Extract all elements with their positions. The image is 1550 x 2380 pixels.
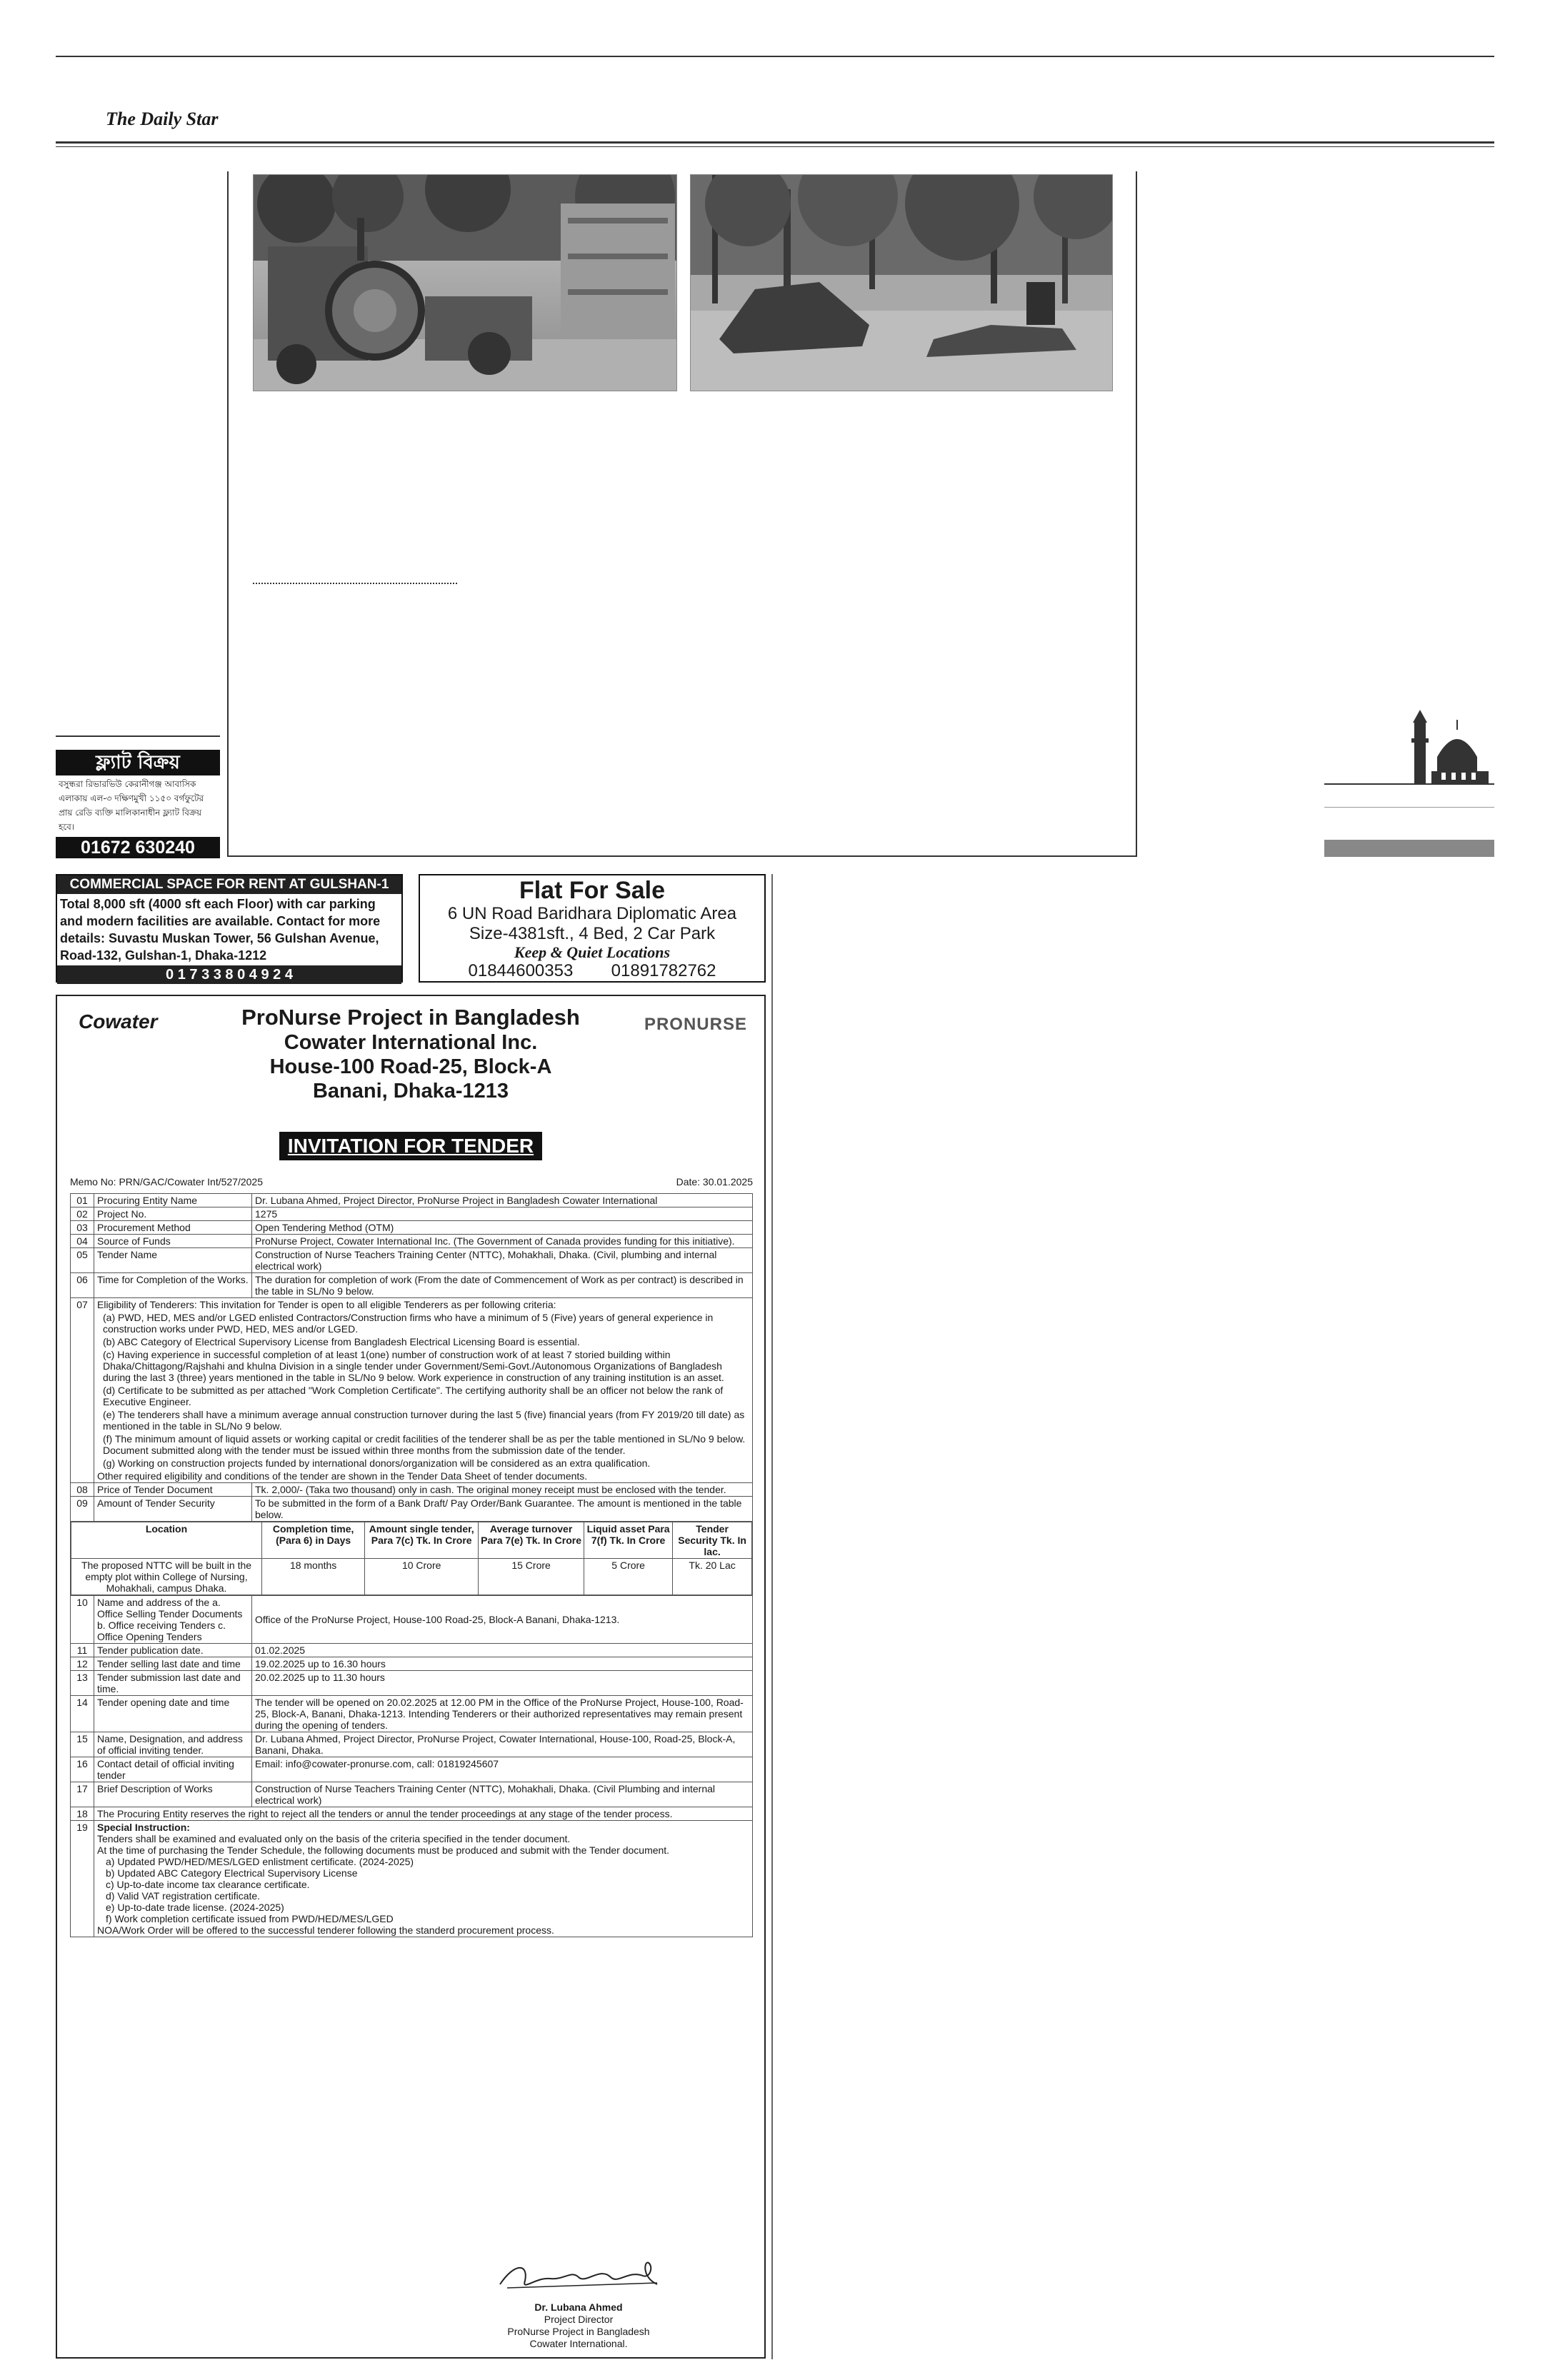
ad-commercial-space: [56, 874, 403, 983]
table-row-special-instruction: 19 Special Instruction: Tenders shall be examined and evaluated only on the basis of the criteria specified in the tender document. At the time of purchasing the Tender Schedule, the following documents must be produced and submit with the Tender document. a) Updated PWD/HED/MES/LGED enlistment certificate. (2024-2025) b) Updated ABC Category Electrical Supervisory License c) Up-to-date income tax clearance certificate. d) Valid VAT registration certificate. e) Up-to-date trade license. (2024-2025) f) Work completion certificate issued from PWD/HED/MES/LGED NOA/Work Order will be offered to the successful tenderer following the standerd procurement process.: [71, 1821, 753, 1937]
ad-flat-sale-title: Flat For Sale: [519, 877, 666, 904]
ad-flat-sale-tagline: Keep & Quiet Locations: [514, 943, 671, 961]
left-column-rule: [56, 735, 220, 737]
list-item: d) Valid VAT registration certificate.: [106, 1890, 261, 1902]
tender-notice: [56, 995, 766, 2359]
table-row: 15 Name, Designation, and address of official inviting tender. Dr. Lubana Ahmed, Project Director, ProNurse Project, Cowater International, House-100, Road-25, Block-A, Banani, Dhaka.: [71, 1732, 753, 1757]
table-row: 04 Source of Funds ProNurse Project, Cowater International Inc. (The Government of Canada provides funding for this initiative).: [71, 1235, 753, 1248]
special-instruction-p2: At the time of purchasing the Tender Schedule, the following documents must be produced and submit with the Tender document.: [97, 1844, 670, 1856]
criteria-item: (g) Working on construction projects funded by international donors/organization will be considered as an extra qualification.: [103, 1457, 651, 1469]
masthead-rule-thin: [56, 146, 1494, 147]
criteria-item: (c) Having experience in successful completion of at least 1(one) number of construction work of at least 7 storied building within Dhaka/Chittagong/Rajshahi and khulna Division in a single tender under Government/Semi-Govt./Autonomous Organizations of Bangladesh during the last 3 (three) years mentioned in the table in SL/No 9 below. Work experience in construction of any training institution is an asset.: [103, 1349, 724, 1383]
ad-flat-bangla: [56, 750, 220, 858]
ad-flat-sale-phones: [420, 961, 764, 981]
list-item: b) Updated ABC Category Electrical Supervisory License: [106, 1867, 358, 1879]
ad-flat-sale-line2: Size-4381sft., 4 Bed, 2 Car Park: [469, 924, 716, 943]
special-instruction-title: Special Instruction:: [97, 1822, 190, 1833]
criteria-item: (e) The tenderers shall have a minimum average annual construction turnover during the last 5 (five) financial years (from FY 2019/20 till date) as mentioned in the table in SL/No 9 below.: [103, 1409, 745, 1432]
tender-heading4: Banani, Dhaka-1213: [312, 1080, 509, 1103]
security-sub-table: Location Completion time, (Para 6) in Days Amount single tender, Para 7(c) Tk. In Crore Average turnover Para 7(e) Tk. In Crore Liquid asset Para 7(f) Tk. In Crore Tender Security Tk. In lac. The proposed NTTC will be built in the empty plot within College of Nursing, Mohakhali, campus Dhaka. 18 months 10 Crore 15 Crore 5 Crore Tk. 20 Lac: [71, 1522, 752, 1595]
eligibility-intro: Eligibility of Tenderers: This invitation for Tender is open to all eligible Tenderers as per following criteria:: [97, 1299, 556, 1310]
special-instruction-p1: Tenders shall be examined and evaluated only on the basis of the criteria specified in the tender document.: [97, 1833, 571, 1844]
ad-commercial-body: Total 8,000 sft (4000 sft each Floor) with car parking and modern facilities are available. Contact for more details: Suvastu Muskan Tower, 56 Gulshan Avenue, Road-132, Gulshan-1, Dhaka-1212: [60, 897, 381, 963]
tender-heading1: ProNurse Project in Bangladesh: [241, 1005, 580, 1030]
tender-heading2: Cowater International Inc.: [284, 1031, 538, 1054]
table-row: 09 Amount of Tender Security To be submitted in the form of a Bank Draft/ Pay Order/Bank Guarantee. The amount is mentioned in the table below.: [71, 1497, 753, 1522]
table-row: 08 Price of Tender Document Tk. 2,000/- (Taka two thousand) only in cash. The original money receipt must be enclosed with the tender.: [71, 1483, 753, 1497]
signature-block: [486, 2256, 671, 2350]
right-grey-bar: [1324, 840, 1494, 857]
ad-flat-for-sale: [419, 874, 766, 983]
tender-table: [70, 1193, 753, 1937]
ad-flat-sale-phone2: 01891782762: [611, 961, 716, 980]
table-row: 10 Name and address of the a. Office Selling Tender Documents b. Office receiving Tenders c. Office Opening Tenders Office of the ProNurse Project, House-100 Road-25, Block-A Banani, Dhaka-1213.: [71, 1596, 753, 1644]
table-row-security-table: [71, 1522, 753, 1596]
tender-memo: Memo No: PRN/GAC/Cowater Int/527/2025: [70, 1176, 264, 1188]
signatory-project: ProNurse Project in Bangladesh: [507, 2326, 650, 2337]
special-instruction-p3: NOA/Work Order will be offered to the successful tenderer following the standerd procurement process.: [97, 1924, 554, 1936]
table-row: 12 Tender selling last date and time 19.02.2025 up to 16.30 hours: [71, 1657, 753, 1671]
list-item: e) Up-to-date trade license. (2024-2025): [106, 1902, 284, 1913]
top-rule: [56, 56, 1494, 57]
ad-flat-bangla-title: ফ্ল্যাট বিক্রয়: [56, 750, 220, 775]
criteria-item: (f) The minimum amount of liquid assets or working capital or credit facilities of the tenderer shall be as per the table mentioned in SL/No 9 below. Document submitted along with the tender must be issued within three months from the submission date of the tender.: [103, 1433, 746, 1456]
table-row: 11 Tender publication date. 01.02.2025: [71, 1644, 753, 1657]
ad-flat-sale-line1: 6 UN Road Baridhara Diplomatic Area: [447, 904, 737, 923]
tender-heading3: House-100 Road-25, Block-A: [269, 1055, 552, 1078]
dotted-separator: [253, 583, 457, 584]
signature-scribble: [486, 2256, 671, 2299]
table-row-eligibility: 07 Eligibility of Tenderers: This invitation for Tender is open to all eligible Tenderers as per following criteria: (a) PWD, HED, MES and/or LGED enlisted Contractors/Construction firms who have a minimum of 5 (Five) years of general experience in construction works under PWD, HED, MES and/or LGED. (b) ABC Category of Electrical Supervisory License from Bangladesh Electrical Licensing Board is essential. (c) Having experience in successful completion of at least 1(one) number of construction work of at least 7 storied building within Dhaka/Chittagong/Rajshahi and khulna Division in a single tender under Government/Semi-Govt./Autonomous Organizations of Bangladesh during the last 3 (three) years mentioned in the table in SL/No 9 below. Work experience in construction of any training institution is an asset. (d) Certificate to be submitted as per attached "Work Completion Certificate". The certifying authority shall be an officer not below the rank of Executive Engineer. (e) The tenderers shall have a minimum average annual construction turnover during the last 5 (five) financial years (from FY 2019/20 till date) as mentioned in the table in SL/No 9 below. (f) The minimum amount of liquid assets or working capital or credit facilities of the tenderer shall be as per the table mentioned in SL/No 9 below. Document submitted along with the tender must be issued within three months from the submission date of the tender. (g) Working on construction projects funded by international donors/organization will be considered as an extra qualification. Other required eligibility and conditions of the tender are shown in the Tender Data Sheet of tender documents.: [71, 1298, 753, 1483]
eligibility-criteria: [97, 1312, 749, 1469]
criteria-item: (b) ABC Category of Electrical Supervisory License from Bangladesh Electrical Licensing Board is essential.: [103, 1336, 580, 1347]
table-row: 13 Tender submission last date and time. 20.02.2025 up to 11.30 hours: [71, 1671, 753, 1696]
signatory-designation: Project Director: [544, 2314, 614, 2325]
criteria-item: (a) PWD, HED, MES and/or LGED enlisted Contractors/Construction firms who have a minimum of 5 (Five) years of general experience in construction works under PWD, HED, MES and/or LGED.: [103, 1312, 714, 1335]
table-row: 01 Procuring Entity Name Dr. Lubana Ahmed, Project Director, ProNurse Project in Bangladesh Cowater International: [71, 1194, 753, 1207]
mosque-icon: [1400, 707, 1493, 787]
table-row: 02 Project No. 1275: [71, 1207, 753, 1221]
right-rule-thin: [1324, 807, 1494, 808]
ad-commercial-title: COMMERCIAL SPACE FOR RENT AT GULSHAN-1: [57, 875, 401, 894]
tender-column-rule: [771, 874, 773, 2359]
table-row: 05 Tender Name Construction of Nurse Teachers Training Center (NTTC), Mohakhali, Dhaka. (Civil, plumbing and internal electrical work): [71, 1248, 753, 1273]
table-row: 17 Brief Description of Works Construction of Nurse Teachers Training Center (NTTC), Mohakhali, Dhaka. (Civil Plumbing and internal electrical work): [71, 1782, 753, 1807]
article-photo-machinery: [253, 174, 677, 391]
right-rule: [1324, 783, 1494, 785]
masthead-logo: The Daily Star: [106, 109, 219, 129]
table-row: 18 The Procuring Entity reserves the right to reject all the tenders or annul the tender proceedings at any stage of the tender process.: [71, 1807, 753, 1821]
article-photo-plot: [690, 174, 1113, 391]
ad-commercial-phone: 0 1 7 3 3 8 0 4 9 2 4: [57, 965, 401, 984]
table-row: 03 Procurement Method Open Tendering Method (OTM): [71, 1221, 753, 1235]
eligibility-other: Other required eligibility and conditions of the tender are shown in the Tender Data Sheet of tender documents.: [97, 1470, 588, 1482]
signatory-name: Dr. Lubana Ahmed: [534, 2301, 623, 2313]
ad-flat-bangla-phone: 01672 630240: [56, 837, 220, 858]
pronurse-logo: PRONURSE: [644, 1015, 747, 1034]
criteria-item: (d) Certificate to be submitted as per attached "Work Completion Certificate". The certifying authority shall be an officer not below the rank of Executive Engineer.: [103, 1385, 724, 1407]
list-item: a) Updated PWD/HED/MES/LGED enlistment certificate. (2024-2025): [106, 1856, 414, 1867]
table-row: 06 Time for Completion of the Works. The duration for completion of work (From the date of Commencement of Work as per contract) is described in the table in SL/No 9 below.: [71, 1273, 753, 1298]
cowater-logo: Cowater: [79, 1010, 158, 1033]
masthead-rule: [56, 141, 1494, 144]
list-item: c) Up-to-date income tax clearance certificate.: [106, 1879, 310, 1890]
tender-date: Date: 30.01.2025: [676, 1176, 753, 1188]
ad-flat-bangla-body: বসুন্ধরা রিভারভিউ কেরানীগঞ্জ আবাসিক এলাকায় এল-৩ দক্ষিণমুখী ১১৫০ বর্গফুটের প্রায় রেডি ব্যক্তি মালিকানাধীন ফ্ল্যাট বিক্রয় হবে।: [59, 779, 204, 832]
table-row: 16 Contact detail of official inviting tender Email: info@cowater-pronurse.com, call: 01819245607: [71, 1757, 753, 1782]
signatory-org: Cowater International.: [529, 2338, 628, 2349]
tender-title: INVITATION FOR TENDER: [279, 1132, 542, 1160]
ad-flat-sale-phone1: 01844600353: [468, 961, 574, 980]
table-row: 14 Tender opening date and time The tender will be opened on 20.02.2025 at 12.00 PM in the Office of the ProNurse Project, House-100, Road-25, Block-A, Banani, Dhaka-1213. Intending Tenderers or their authorized representatives may remain present during the opening of tenders.: [71, 1696, 753, 1732]
list-item: f) Work completion certificate issued from PWD/HED/MES/LGED: [106, 1913, 394, 1924]
